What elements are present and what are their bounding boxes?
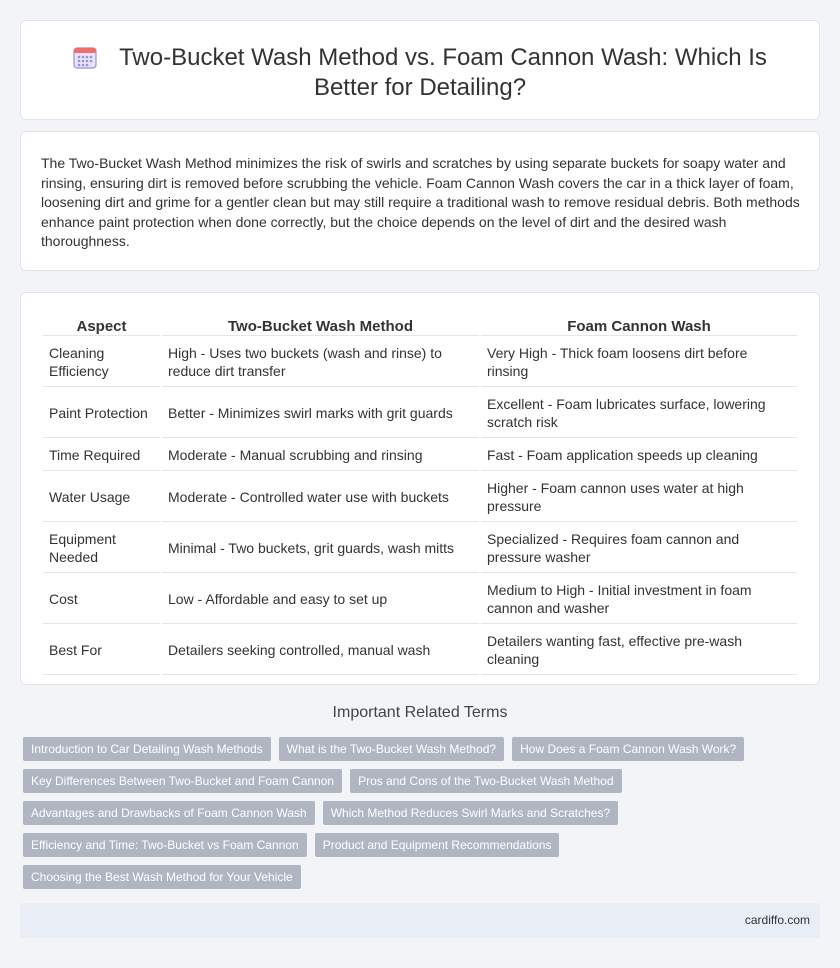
title-text: Two-Bucket Wash Method vs. Foam Cannon Wash: Which Is Better for Detailing? <box>119 44 767 101</box>
related-term-tag[interactable]: Product and Equipment Recommendations <box>315 833 560 857</box>
row-two-bucket: Moderate - Controlled water use with buckets <box>162 473 479 522</box>
table-row <box>43 440 797 471</box>
row-foam-cannon: Detailers wanting fast, effective pre-wash cleaning <box>481 626 797 675</box>
row-two-bucket: Detailers seeking controlled, manual wash <box>162 626 479 675</box>
related-term-tag[interactable]: Choosing the Best Wash Method for Your Vehicle <box>23 865 301 889</box>
row-foam-cannon: Excellent - Foam lubricates surface, lowering scratch risk <box>481 389 797 438</box>
row-foam-cannon: Medium to High - Initial investment in foam cannon and washer <box>481 575 797 624</box>
table-header-row <box>43 315 797 336</box>
row-aspect: Cleaning Efficiency <box>43 338 160 387</box>
footer <box>20 903 820 938</box>
related-term-tag[interactable]: Which Method Reduces Swirl Marks and Scratches? <box>323 801 618 825</box>
page-title <box>61 43 779 103</box>
row-foam-cannon: Higher - Foam cannon uses water at high pressure <box>481 473 797 522</box>
header-aspect: Aspect <box>43 315 160 336</box>
table-row <box>43 524 797 573</box>
row-two-bucket: High - Uses two buckets (wash and rinse) to reduce dirt transfer <box>162 338 479 387</box>
row-aspect: Cost <box>43 575 160 624</box>
related-term-tag[interactable]: Key Differences Between Two-Bucket and Foam Cannon <box>23 769 342 793</box>
footer-site-link[interactable]: cardiffo.com <box>744 913 810 927</box>
row-aspect: Water Usage <box>43 473 160 522</box>
related-term-tag[interactable]: What is the Two-Bucket Wash Method? <box>279 737 504 761</box>
header-card <box>20 20 820 120</box>
related-term-tag[interactable]: Introduction to Car Detailing Wash Methods <box>23 737 271 761</box>
row-foam-cannon: Very High - Thick foam loosens dirt before rinsing <box>481 338 797 387</box>
table-row <box>43 338 797 387</box>
related-term-tag[interactable]: How Does a Foam Cannon Wash Work? <box>512 737 744 761</box>
related-terms-list <box>23 737 813 889</box>
comparison-table <box>41 313 799 677</box>
intro-card <box>20 131 820 271</box>
row-two-bucket: Low - Affordable and easy to set up <box>162 575 479 624</box>
table-row <box>43 473 797 522</box>
related-term-tag[interactable]: Efficiency and Time: Two-Bucket vs Foam Cannon <box>23 833 307 857</box>
intro-paragraph: The Two-Bucket Wash Method minimizes the risk of swirls and scratches by using separate buckets for soapy water and rinsing, ensuring dirt is removed before scrubbing the vehicle. Foam Cannon Wash covers the car in a thick layer of foam, loosening dirt and grime for a gentler clean but may still require a traditional wash to remove residual debris. Both methods enhance paint protection when done correctly, but the choice depends on the level of dirt and the desired wash thoroughness. <box>41 155 800 250</box>
related-terms-heading: Important Related Terms <box>332 704 508 721</box>
comparison-table-card <box>20 292 820 685</box>
calendar-icon <box>73 45 97 69</box>
header-foam-cannon: Foam Cannon Wash <box>481 315 797 336</box>
row-two-bucket: Moderate - Manual scrubbing and rinsing <box>162 440 479 471</box>
header-two-bucket: Two-Bucket Wash Method <box>162 315 479 336</box>
row-aspect: Paint Protection <box>43 389 160 438</box>
row-two-bucket: Better - Minimizes swirl marks with grit guards <box>162 389 479 438</box>
table-row <box>43 389 797 438</box>
row-foam-cannon: Specialized - Requires foam cannon and pressure washer <box>481 524 797 573</box>
row-foam-cannon: Fast - Foam application speeds up cleaning <box>481 440 797 471</box>
row-aspect: Best For <box>43 626 160 675</box>
row-two-bucket: Minimal - Two buckets, grit guards, wash mitts <box>162 524 479 573</box>
row-aspect: Equipment Needed <box>43 524 160 573</box>
related-term-tag[interactable]: Pros and Cons of the Two-Bucket Wash Method <box>350 769 621 793</box>
table-row <box>43 575 797 624</box>
related-term-tag[interactable]: Advantages and Drawbacks of Foam Cannon Wash <box>23 801 315 825</box>
row-aspect: Time Required <box>43 440 160 471</box>
table-row <box>43 626 797 675</box>
